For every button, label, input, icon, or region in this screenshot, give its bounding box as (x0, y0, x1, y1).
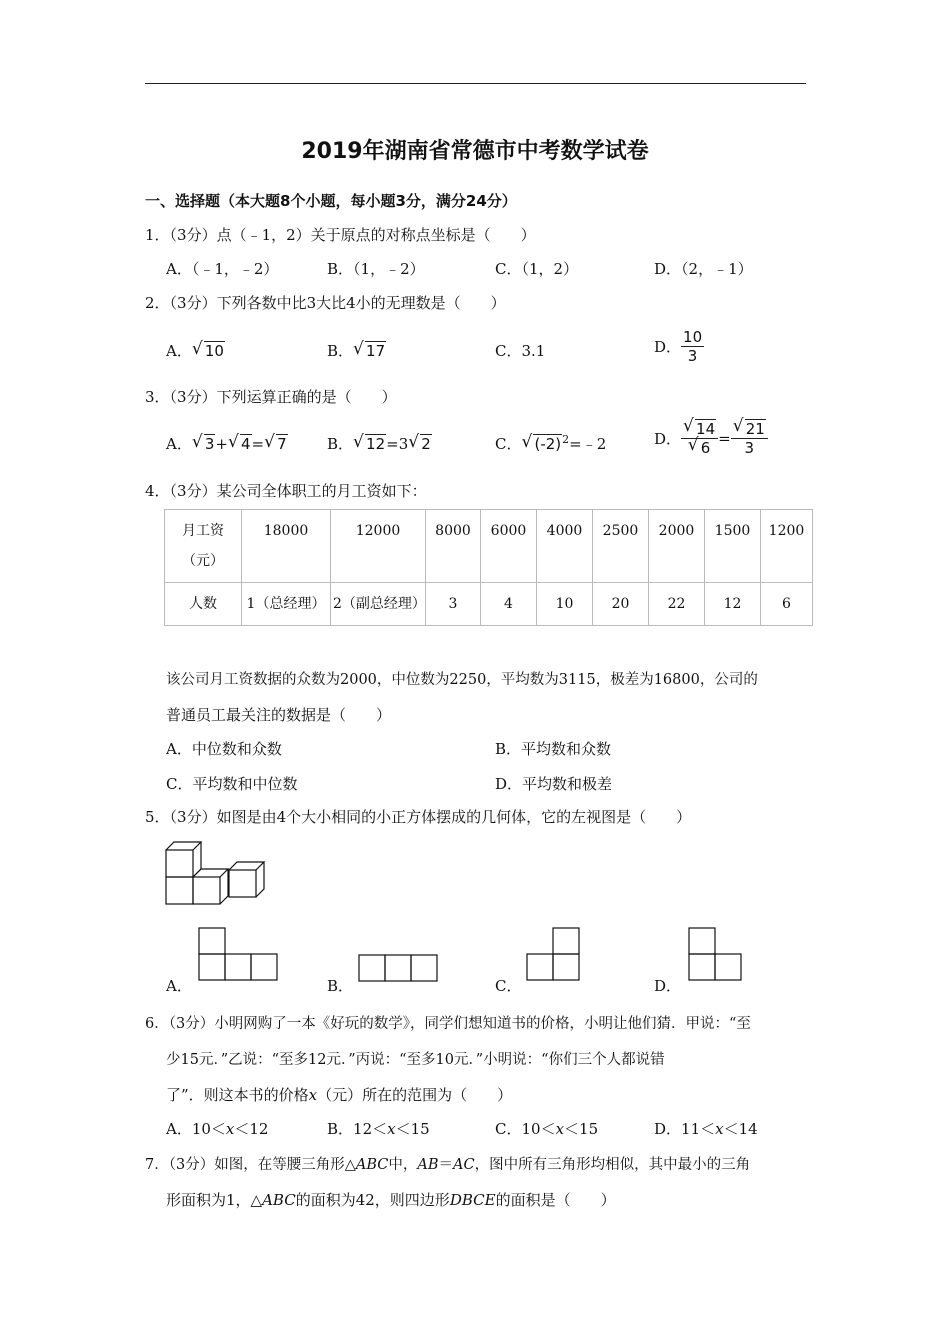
q6-c-post: ＜15 (564, 1120, 599, 1138)
q7-ab: AB (417, 1157, 439, 1173)
table-cell: 2（副总经理） (331, 583, 426, 626)
table-cell: 22 (649, 583, 705, 626)
q2-b-label: B． (327, 342, 354, 360)
q2-a-label: A． (166, 342, 192, 360)
table-cell: 20 (593, 583, 649, 626)
q7-l1a: 7．（3分）如图，在等腰三角形△ (145, 1157, 356, 1173)
q7-l1c: ＝ (438, 1157, 453, 1173)
q7-l1d: ，图中所有三角形均相似，其中最小的三角 (474, 1157, 751, 1173)
page-title: 2019年湖南省常德市中考数学试卷 (301, 139, 649, 164)
q3-stem: 3．（3分）下列运算正确的是（ ） (145, 388, 397, 406)
q6-option-c (495, 1118, 598, 1139)
q7-l2a: 形面积为1，△ (166, 1191, 263, 1209)
q3-a-r3: 7 (277, 435, 287, 453)
q5-option-c-label: C． (495, 977, 522, 995)
q6-line-2: 少15元．”乙说：“至多12元．”丙说：“至多10元．”小明说：“你们三个人都说错 (166, 1052, 665, 1068)
q3-option-a (166, 433, 288, 454)
q2-d-numerator: 10 (683, 328, 703, 346)
q4-stem: 4．（3分）某公司全体职工的月工资如下： (145, 482, 427, 500)
q3-d-fraction-2 (731, 416, 768, 457)
q6-option-d (654, 1118, 758, 1139)
q3-d-d1: 6 (700, 439, 711, 457)
table-cell: 10 (537, 583, 593, 626)
q2-option-c: C．3.1 (495, 342, 546, 360)
q3-b-eq: =3 (386, 435, 409, 453)
q1-option-c: C．（1，2） (495, 260, 579, 278)
q7-dbce: DBCE (449, 1191, 496, 1209)
q3-c-label: C． (495, 435, 522, 453)
q6-line-3 (166, 1084, 512, 1105)
q7-abc: ABC (355, 1157, 389, 1173)
q4-text-2: 普通员工最关注的数据是（ ） (166, 706, 392, 724)
q3-b-label: B． (327, 435, 354, 453)
q3-d-n2: 21 (745, 420, 765, 438)
q3-a-r2: 4 (240, 435, 251, 453)
table-cell: 18000 (242, 510, 331, 583)
q3-b-r2: 2 (421, 435, 431, 453)
table-cell: 6000 (481, 510, 537, 583)
q6-c-var: x (555, 1120, 565, 1138)
q3-b-r1: 12 (366, 435, 386, 453)
q3-c-radicand: (-2) (534, 435, 562, 453)
sqrt-icon: √ 7 (264, 432, 287, 453)
q7-l2b: 的面积为42，则四边形 (295, 1191, 450, 1209)
q6-d-var: x (715, 1120, 724, 1138)
q5-option-a-label: A． (166, 977, 192, 995)
q7-l1b: 中， (388, 1157, 418, 1173)
q3-d-eq: = (718, 429, 731, 448)
table-cell: 人数 (165, 583, 242, 626)
sqrt-icon: √ 6 (687, 435, 711, 457)
q5-option-b-label: B． (327, 977, 354, 995)
table-cell: 2000 (649, 510, 705, 583)
q4-option-d: D．平均数和极差 (495, 775, 613, 793)
table-cell: 1（总经理） (242, 583, 331, 626)
q6-a-post: ＜12 (234, 1120, 269, 1138)
table-cell: 月工资（元） (165, 510, 242, 583)
q3-a-plus: + (215, 435, 228, 453)
q6-line-3-pre: 了”．则这本书的价格 (166, 1086, 309, 1104)
q3-d-label: D． (654, 430, 682, 448)
q3-a-r1: 3 (204, 435, 215, 453)
salary-table (164, 509, 813, 626)
table-cell: 4000 (537, 510, 593, 583)
header-rule (145, 83, 806, 84)
q7-line-2 (166, 1189, 616, 1210)
q6-b-post: ＜15 (395, 1120, 430, 1138)
q6-b-pre: B．12＜ (327, 1120, 388, 1138)
q6-option-b (327, 1118, 430, 1139)
q2-b-radicand: 17 (366, 342, 386, 360)
sqrt-icon: √ 10 (191, 339, 224, 360)
table-cell: 4 (481, 583, 537, 626)
q7-ac: AC (453, 1157, 475, 1173)
table-cell: 1200 (761, 510, 813, 583)
q1-option-a: A．（﹣1，﹣2） (166, 260, 279, 278)
table-cell: 8000 (426, 510, 481, 583)
table-cell: 2500 (593, 510, 649, 583)
q3-option-d (654, 416, 768, 457)
q2-option-d (654, 328, 704, 365)
q3-a-label: A． (166, 435, 192, 453)
q6-option-a (166, 1118, 268, 1139)
sqrt-icon: √ 12 (353, 432, 386, 453)
cube-stack-figure (160, 837, 280, 909)
q6-var: x (308, 1086, 318, 1104)
q7-l2c: 的面积是（ ） (495, 1191, 616, 1209)
q6-d-pre: D．11＜ (654, 1120, 716, 1138)
q2-option-b (327, 340, 386, 361)
sqrt-icon: √ 3 (191, 432, 215, 453)
q5-option-d-label: D． (654, 977, 682, 995)
sqrt-icon: √ 14 (683, 416, 716, 438)
q3-c-rest: =﹣2 (569, 435, 607, 453)
q1-option-b: B．（1，﹣2） (327, 260, 425, 278)
q4-option-a: A．中位数和众数 (166, 740, 282, 758)
q2-d-denominator: 3 (687, 347, 698, 365)
q6-b-var: x (387, 1120, 396, 1138)
q3-d-n1: 14 (696, 420, 716, 438)
sqrt-icon: √ 21 (732, 416, 765, 438)
q6-a-var: x (225, 1120, 235, 1138)
table-cell: 6 (761, 583, 813, 626)
q7-line-1 (145, 1153, 750, 1174)
q6-d-post: ＜14 (723, 1120, 758, 1138)
q2-d-fraction (681, 328, 704, 365)
sqrt-icon: √ 2 (408, 432, 431, 453)
q3-option-b (327, 433, 432, 454)
q1-stem: 1．（3分）点（﹣1，2）关于原点的对称点坐标是（ ） (145, 226, 536, 244)
table-row (165, 510, 813, 583)
table-cell: 1500 (705, 510, 761, 583)
q4-text-1: 该公司月工资数据的众数为2000，中位数为2250，平均数为3115，极差为16800，公司的 (166, 672, 758, 688)
q5-stem: 5．（3分）如图是由4个大小相同的小正方体摆成的几何体，它的左视图是（ ） (145, 808, 692, 826)
table-cell: 3 (426, 583, 481, 626)
sqrt-icon: √ (-2) (521, 432, 562, 453)
sqrt-icon: √ 17 (353, 339, 386, 360)
q7-abc2: ABC (262, 1191, 296, 1209)
q6-line-1: 6．（3分）小明网购了一本《好玩的数学》，同学们想知道书的价格，小明让他们猜．甲说：“至 (145, 1016, 751, 1032)
table-cell: 12000 (331, 510, 426, 583)
q6-line-3-post: （元）所在的范围为（ ） (317, 1086, 513, 1104)
q5-option-a-view (198, 927, 280, 983)
q4-option-c: C．平均数和中位数 (166, 775, 298, 793)
q5-option-c-view (526, 927, 582, 983)
q3-d-fraction-1 (681, 416, 718, 457)
q6-c-pre: C．10＜ (495, 1120, 556, 1138)
q2-option-a (166, 340, 225, 361)
q3-option-c (495, 433, 606, 454)
q2-a-radicand: 10 (204, 342, 224, 360)
q3-d-d2: 3 (744, 439, 755, 457)
q6-a-pre: A．10＜ (166, 1120, 226, 1138)
q1-option-d: D．（2，﹣1） (654, 260, 753, 278)
q5-option-b-view (358, 954, 440, 982)
q3-a-eq: = (251, 435, 265, 453)
q2-stem: 2．（3分）下列各数中比3大比4小的无理数是（ ） (145, 294, 506, 312)
q2-d-label: D． (654, 338, 682, 356)
q4-option-b: B．平均数和众数 (495, 740, 612, 758)
section-heading: 一、选择题（本大题8个小题，每小题3分，满分24分） (145, 192, 517, 210)
table-cell: 12 (705, 583, 761, 626)
table-row (165, 583, 813, 626)
sqrt-icon: √ 4 (227, 432, 251, 453)
q5-option-d-view (688, 927, 744, 983)
q3-c-exponent: 2 (562, 433, 570, 446)
